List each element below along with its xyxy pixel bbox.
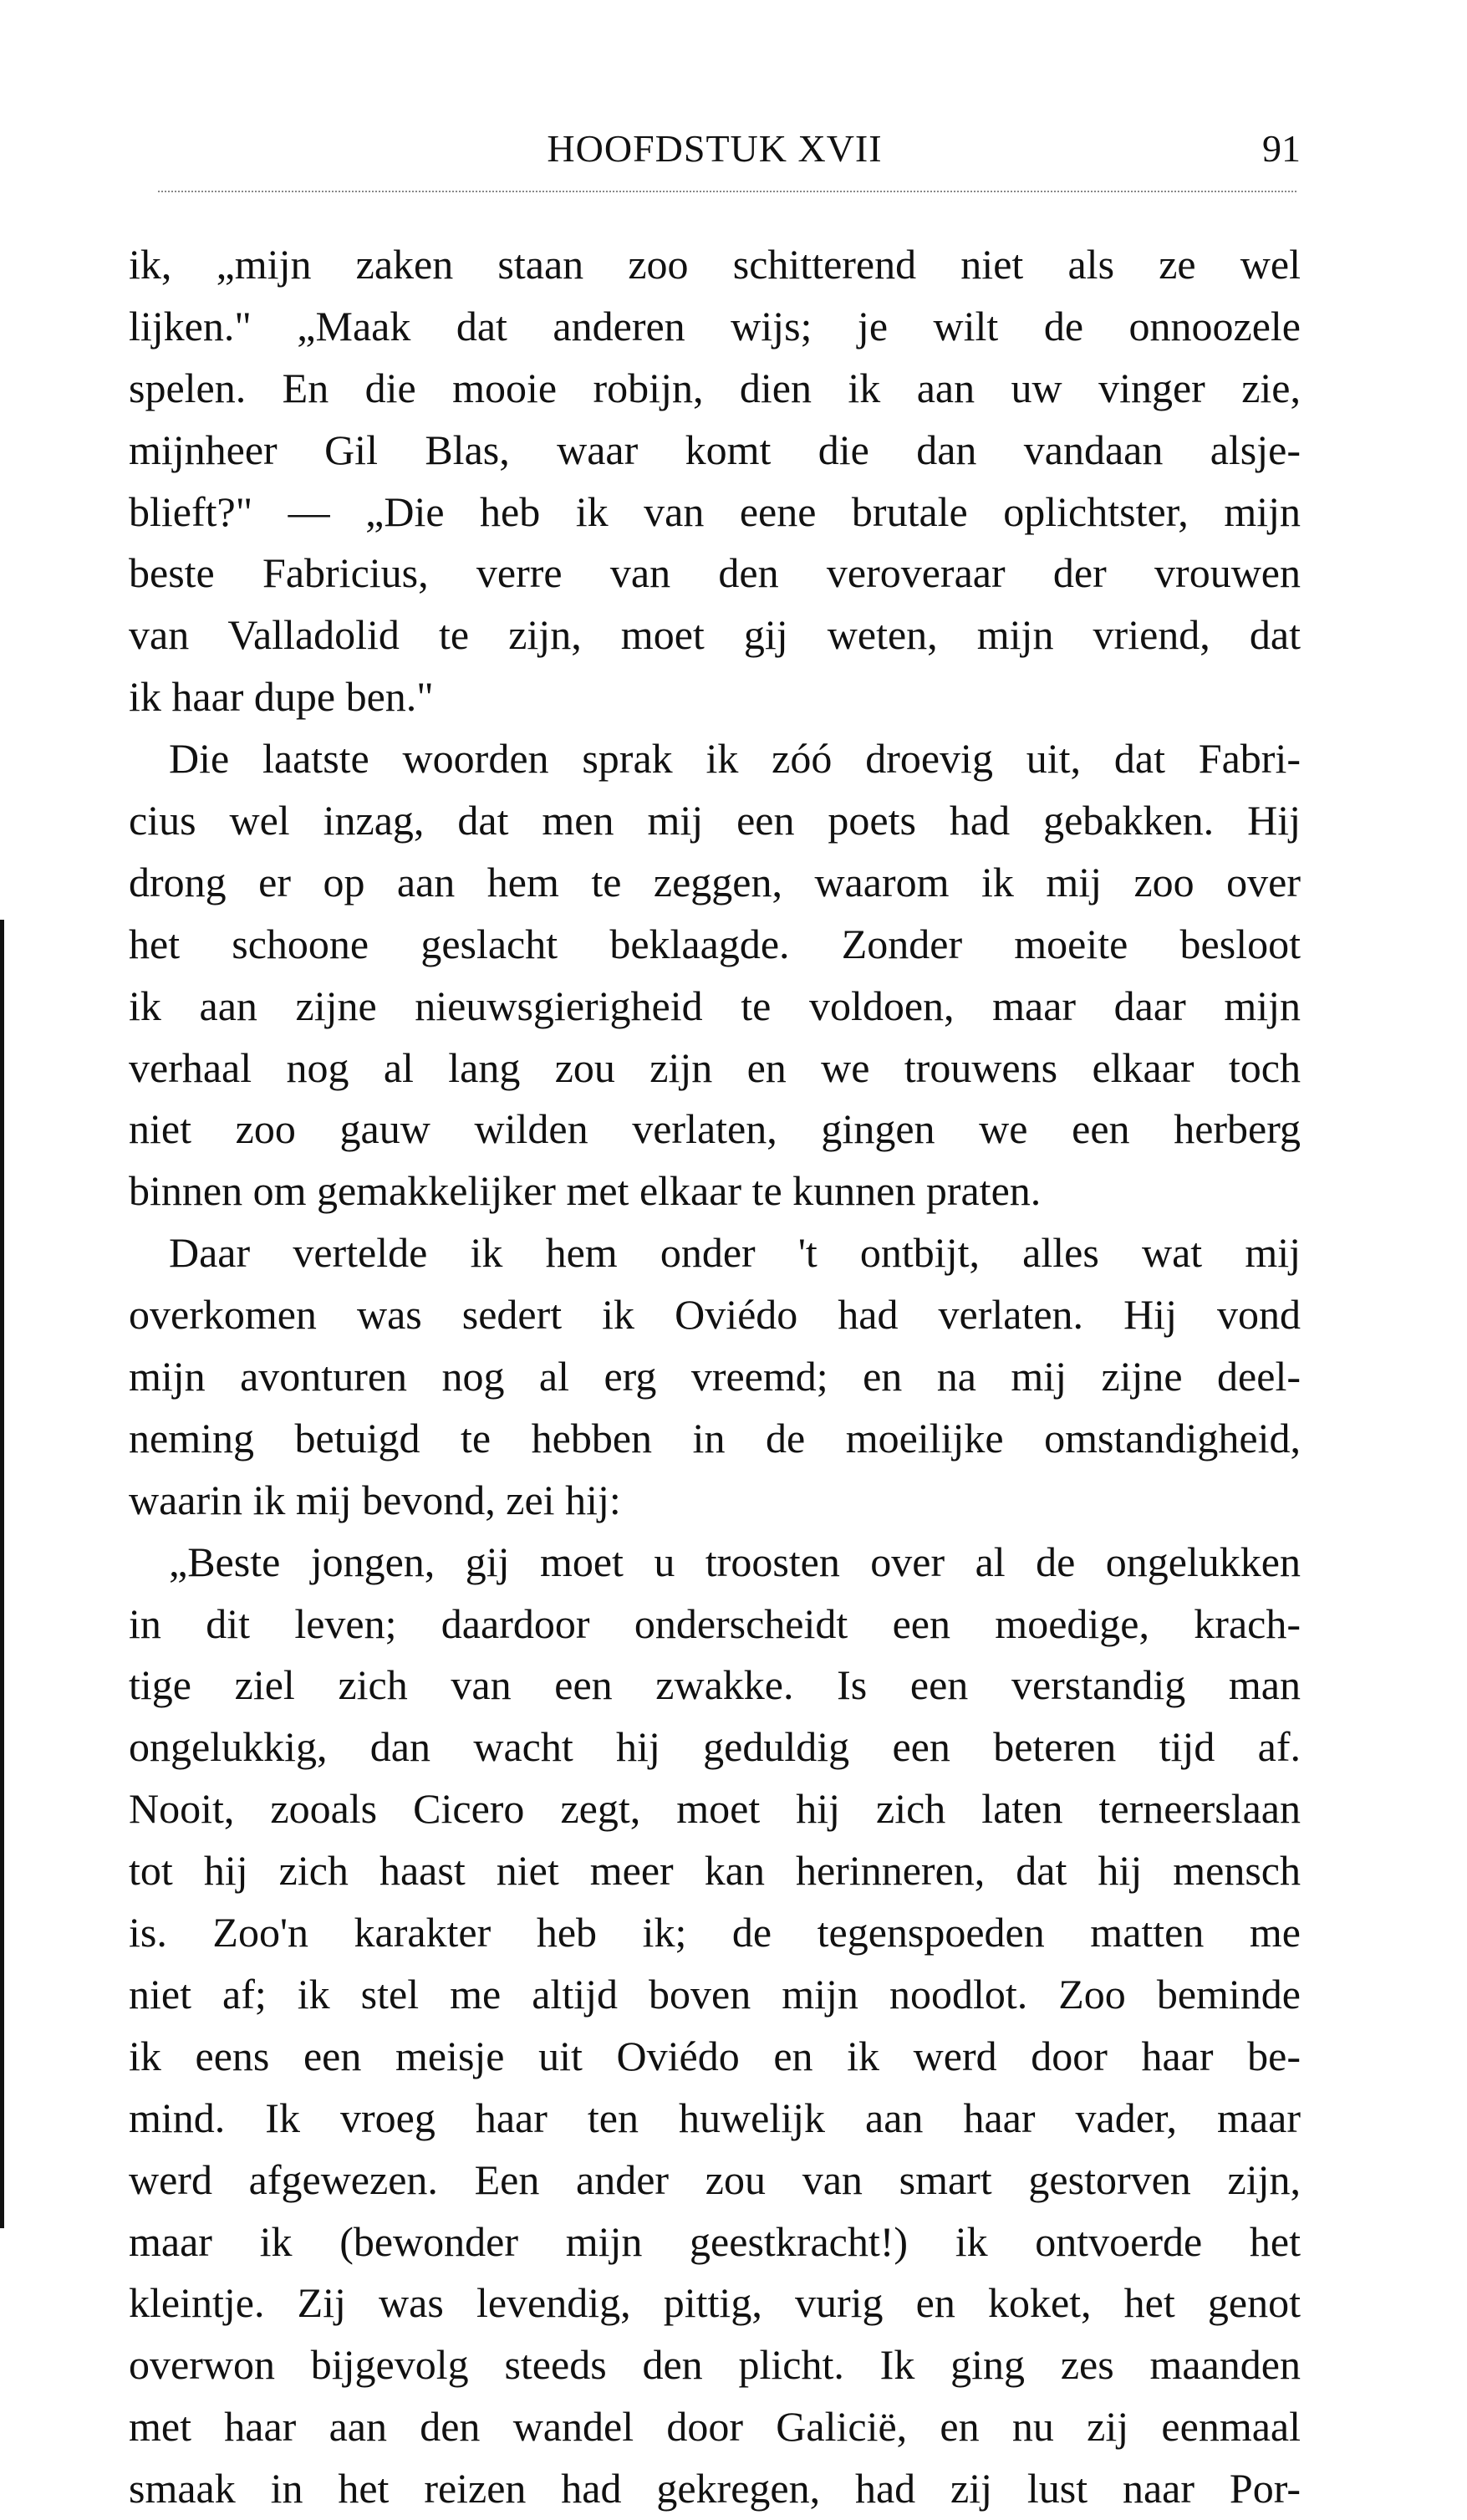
paragraph bbox=[129, 1532, 1301, 2520]
running-head bbox=[129, 124, 1301, 174]
page-edge-line bbox=[0, 920, 4, 2228]
text-line: tige ziel zich van een zwakke. Is een verstandig man bbox=[129, 1661, 1301, 1709]
text-line: drong er op aan hem te zeggen, waarom ik mij zoo over bbox=[129, 858, 1301, 905]
text-line: ik aan zijne nieuwsgierigheid te voldoen, maar daar mijn bbox=[129, 982, 1301, 1029]
body-text bbox=[129, 234, 1301, 2520]
text-line: niet af; ik stel me altijd boven mijn noodlot. Zoo beminde bbox=[129, 1970, 1301, 2018]
text-line: binnen om gemakkelijker met elkaar te kunnen praten. bbox=[129, 1167, 1042, 1215]
text-line: ongelukkig, dan wacht hij geduldig een beteren tijd af. bbox=[129, 1723, 1301, 1771]
text-line: van Valladolid te zijn, moet gij weten, mijn vriend, dat bbox=[129, 611, 1301, 659]
text-line: overwon bijgevolg steeds den plicht. Ik ging zes maanden bbox=[129, 2341, 1301, 2389]
page-number: 91 bbox=[1262, 127, 1301, 170]
text-line: spelen. En die mooie robijn, dien ik aan uw vinger zie, bbox=[129, 364, 1301, 411]
text-line: ik, „mijn zaken staan zoo schitterend niet als ze wel bbox=[129, 241, 1301, 288]
text-line: mijnheer Gil Blas, waar komt die dan vandaan alsje- bbox=[129, 426, 1301, 473]
text-line: lijken." „Maak dat anderen wijs; je wilt de onnoozele bbox=[129, 302, 1301, 349]
dotted-rule bbox=[158, 191, 1296, 192]
text-line: Daar vertelde ik hem onder 't ontbijt, alles wat mij bbox=[169, 1229, 1301, 1277]
text-line: is. Zoo'n karakter heb ik; de tegenspoeden matten me bbox=[129, 1909, 1301, 1956]
text-line: met haar aan den wandel door Galicië, en nu zij eenmaal bbox=[129, 2403, 1301, 2451]
text-line: Die laatste woorden sprak ik zóó droevig uit, dat Fabri- bbox=[169, 735, 1301, 783]
text-line: overkomen was sedert ik Oviédo had verlaten. Hij vond bbox=[129, 1291, 1301, 1339]
text-line: cius wel inzag, dat men mij een poets had gebakken. Hij bbox=[129, 797, 1301, 844]
chapter-title: HOOFDSTUK XVII bbox=[547, 127, 883, 170]
text-line: waarin ik mij bevond, zei hij: bbox=[129, 1476, 621, 1523]
text-line: ik eens een meisje uit Oviédo en ik werd door haar be- bbox=[129, 2032, 1301, 2079]
text-line: smaak in het reizen had gekregen, had zij lust naar Por- bbox=[129, 2465, 1301, 2512]
text-line: het schoone geslacht beklaagde. Zonder moeite besloot bbox=[129, 920, 1301, 967]
text-line: kleintje. Zij was levendig, pittig, vurig en koket, het genot bbox=[129, 2279, 1301, 2327]
text-line: maar ik (bewonder mijn geestkracht!) ik ontvoerde het bbox=[129, 2217, 1301, 2265]
paragraph bbox=[129, 728, 1301, 1222]
text-line: neming betuigd te hebben in de moeilijke omstandigheid, bbox=[129, 1414, 1301, 1461]
text-line: blieft?" — „Die heb ik van eene brutale oplichtster, mijn bbox=[129, 487, 1301, 535]
text-line: in dit leven; daardoor onderscheidt een moedige, krach- bbox=[129, 1599, 1301, 1647]
text-line: niet zoo gauw wilden verlaten, gingen we een herberg bbox=[129, 1105, 1301, 1153]
text-line: Nooit, zooals Cicero zegt, moet hij zich laten terneerslaan bbox=[129, 1785, 1301, 1833]
text-line: werd afgewezen. Een ander zou van smart gestorven zijn, bbox=[129, 2155, 1301, 2203]
text-line: „Beste jongen, gij moet u troosten over al de ongelukken bbox=[169, 1538, 1301, 1585]
paragraph bbox=[129, 1222, 1301, 1531]
text-line: mind. Ik vroeg haar ten huwelijk aan haar vader, maar bbox=[129, 2094, 1301, 2141]
text-line: verhaal nog al lang zou zijn en we trouwens elkaar toch bbox=[129, 1043, 1301, 1091]
text-line: tot hij zich haast niet meer kan herinneren, dat hij mensch bbox=[129, 1847, 1301, 1895]
text-line: mijn avonturen nog al erg vreemd; en na mij zijne deel- bbox=[129, 1353, 1301, 1400]
text-line: ik haar dupe ben." bbox=[129, 673, 434, 721]
paragraph bbox=[129, 234, 1301, 728]
text-line: beste Fabricius, verre van den veroveraar der vrouwen bbox=[129, 549, 1301, 597]
